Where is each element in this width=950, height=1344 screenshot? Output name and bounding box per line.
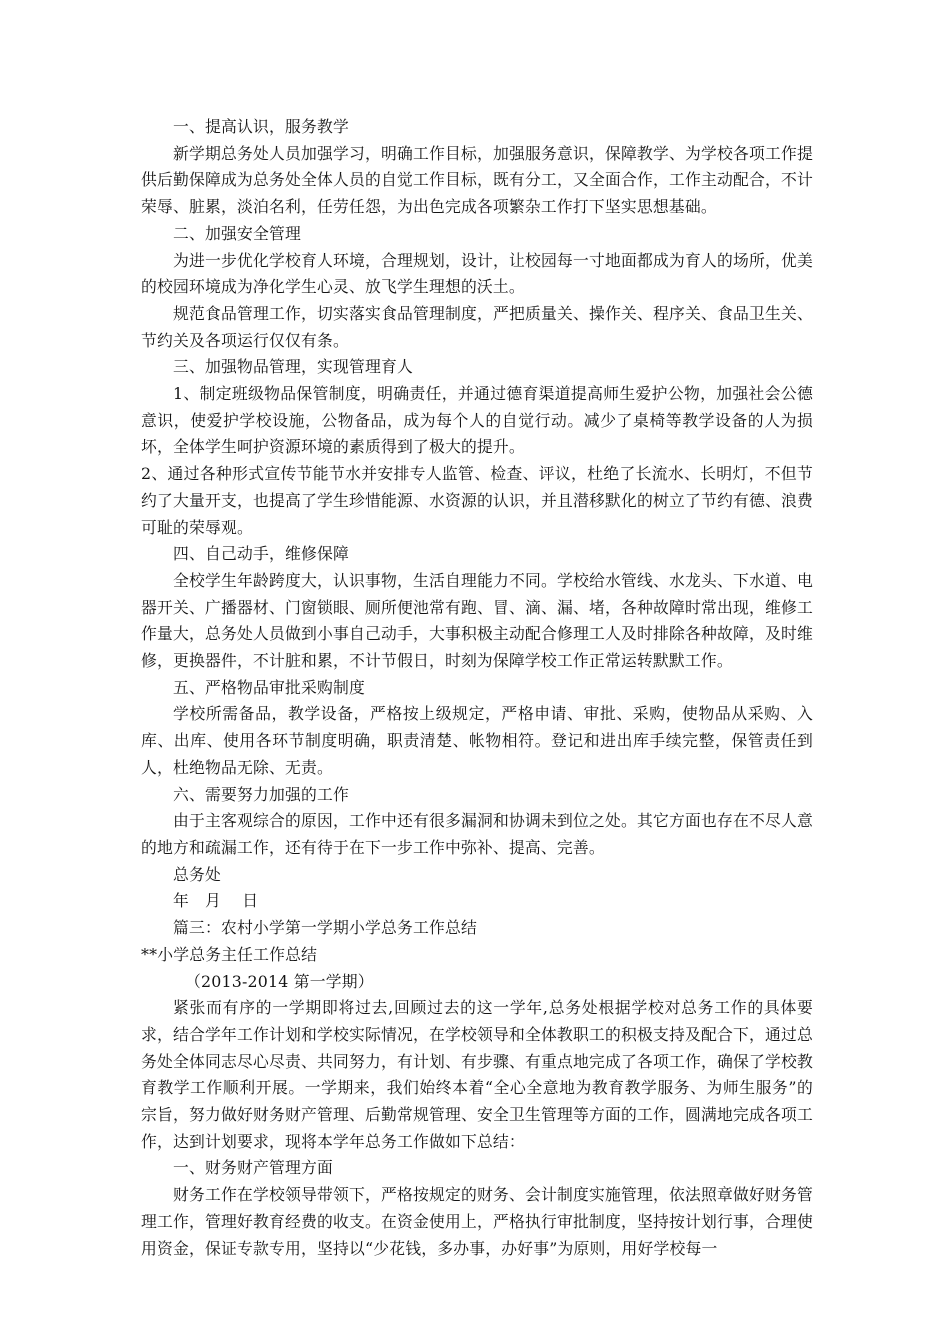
section-heading: 四、自己动手，维修保障 xyxy=(173,544,349,564)
report-title: **小学总务主任工作总结 xyxy=(141,944,318,964)
signature-office: 总务处 xyxy=(173,864,221,884)
paragraph: 为进一步优化学校育人环境，合理规划，设计，让校园每一寸地面都成为育人的场所，优美的校园环境成为净化学生心灵、放飞学生理想的沃土。 xyxy=(141,250,813,297)
paragraph: 1、制定班级物品保管制度，明确责任，并通过德育渠道提高师生爱护公物，加强社会公德意识，使爱护学校设施，公物备品，成为每个人的自觉行动。减少了桌椅等教学设备的人为损坏，全体学生呵护资源环境的素质得到了极大的提升。 xyxy=(141,384,813,457)
report-term: （2013-2014 第一学期） xyxy=(185,971,374,991)
section-heading: 二、加强安全管理 xyxy=(173,223,301,243)
paragraph: 由于主客观综合的原因，工作中还有很多漏洞和协调未到位之处。其它方面也存在不尽人意的地方和疏漏工作，还有待于在下一步工作中弥补、提高、完善。 xyxy=(141,811,813,857)
paragraph: 规范食品管理工作，切实落实食品管理制度，严把质量关、操作关、程序关、食品卫生关、节约关及各项运行仅仅有条。 xyxy=(141,303,813,350)
section-heading: 五、严格物品审批采购制度 xyxy=(173,677,365,697)
paragraph: 新学期总务处人员加强学习，明确工作目标，加强服务意识，保障教学、为学校各项工作提供后勤保障成为总务处全体人员的自觉工作目标，既有分工，又全面合作，工作主动配合，不计荣辱、脏累，淡泊名利，任劳任怨，为出色完成各项繁杂工作打下坚实思想基础。 xyxy=(141,143,813,217)
paragraph: 紧张而有序的一学期即将过去,回顾过去的这一学年,总务处根据学校对总务工作的具体要求，结合学年工作计划和学校实际情况，在学校领导和全体教职工的积极支持及配合下，通过总务处全体同志尽心尽责、共同努力，有计划、有步骤、有重点地完成了各项工作，确保了学校教育教学工作顺利开展。一学期来，我们始终本着“全心全意地为教育教学服务、为师生服务”的宗旨，努力做好财务财产管理、后勤常规管理、安全卫生管理等方面的工作，圆满地完成各项工作，达到计划要求，现将本学年总务工作做如下总结： xyxy=(141,998,813,1151)
paragraph: 2、通过各种形式宣传节能节水并安排专人监管、检查、评议，杜绝了长流水、长明灯，不但节约了大量开支，也提高了学生珍惜能源、水资源的认识，并且潜移默化的树立了节约有德、浪费可耻的荣辱观。 xyxy=(141,464,813,537)
paragraph: 全校学生年龄跨度大，认识事物，生活自理能力不同。学校给水管线、水龙头、下水道、电器开关、广播器材、门窗锁眼、厕所便池常有跑、冒、滴、漏、堵，各种故障时常出现，维修工作量大，总务处人员做到小事自己动手，大事积极主动配合修理工人及时排除各种故障，及时维修，更换器件，不计脏和累，不计节假日，时刻为保障学校工作正常运转默默工作。 xyxy=(141,570,813,671)
section-heading: 六、需要努力加强的工作 xyxy=(173,784,349,804)
article-title: 篇三：农村小学第一学期小学总务工作总结 xyxy=(173,918,477,938)
section-heading: 一、财务财产管理方面 xyxy=(173,1158,333,1178)
section-heading: 一、提高认识，服务教学 xyxy=(173,117,349,136)
paragraph: 学校所需备品，教学设备，严格按上级规定，严格申请、审批、采购，使物品从采购、入库、出库、使用各环节制度明确，职责清楚、帐物相符。登记和进出库手续完整，保管责任到人，杜绝物品无除、无责。 xyxy=(141,704,813,777)
signature-date: 年 月 日 xyxy=(173,891,259,911)
document-body xyxy=(141,114,813,1262)
paragraph: 财务工作在学校领导带领下，严格按规定的财务、会计制度实施管理，依法照章做好财务管理工作，管理好教育经费的收支。在资金使用上，严格执行审批制度，坚持按计划行事，合理使用资金，保证专款专用，坚持以“少花钱，多办事，办好事”为原则，用好学校每一 xyxy=(141,1185,813,1258)
section-heading: 三、加强物品管理，实现管理育人 xyxy=(173,357,413,377)
